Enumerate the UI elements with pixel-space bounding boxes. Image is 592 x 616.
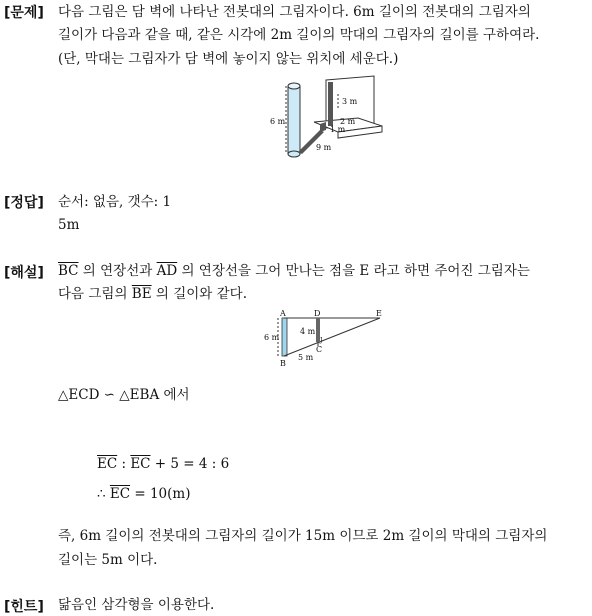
problem-figure [258,72,398,162]
point-c: C [316,345,323,354]
solution-line-1-b: 의 연장선을 그어 만나는 점을 E 라고 하면 주어진 그림자는 [177,263,530,279]
solution-label: [해설] [4,265,44,281]
label-stick: 2 m [340,117,356,126]
segment-ad: $\overline{AD}$ [156,263,178,279]
problem-line-3: (단, 막대는 그림자가 담 벽에 놓이지 않는 위치에 세운다.) [58,51,399,67]
solution-line-2-a: 다음 그림의 [58,286,132,302]
equation-1: $\overline{EC}$ : $\overline{EC} + 5 = 4$ : 6 [97,456,230,472]
label-base: 5 m [298,353,314,362]
conclusion-line-2: 길이는 5m 이다. [58,552,158,568]
point-j: J [320,337,323,344]
pole-cylinder [288,86,300,154]
point-a: A [280,309,286,318]
segment-ec-2: $\overline{EC}$ [130,456,151,472]
point-b: B [280,359,286,368]
similar-line: △ECD ∽ △EBA 에서 [58,387,190,403]
hint-label: [힌트] [4,599,44,615]
wall-shadow [328,82,333,126]
conclusion-line-1: 즉, 6m 길이의 전봇대의 그림자의 길이가 15m 이므로 2m 길이의 막대의 그림자의 [58,528,548,544]
answer-line-1: 순서: 없음, 갯수: 1 [58,194,172,210]
label-ground: 9 m [316,143,332,152]
pole-rect [282,318,287,356]
point-d: D [314,309,321,318]
solution-line-2-b: 의 길이와 같다. [151,286,247,302]
solution-line-2 [58,283,247,305]
solution-line-1 [58,260,530,282]
segment-ec-3: $\overline{EC}$ [109,486,131,502]
answer-label: [정답] [4,195,44,211]
solution-figure [262,306,392,370]
solution-line-1-a: 의 연장선과 [78,263,157,279]
equation-1-rest: + 5 = 4 : 6 [150,456,230,472]
label-mid: 4 m [300,327,316,336]
label-pole: 6 m [264,333,280,342]
equation-2-rest: = 10(m) [130,486,191,502]
equation-2 [97,483,191,505]
pole-top [288,83,300,89]
segment-ec-1: $\overline{EC}$ [97,456,118,472]
label-wall: 3 m [342,97,358,106]
therefore-symbol: ∴ [97,486,110,502]
hint-text: 닮음인 삼각형을 이용한다. [58,597,215,613]
problem-label: [문제] [4,5,44,21]
point-e: E [376,309,382,318]
line-be [284,318,380,356]
segment-bc: $\overline{BC}$ [58,263,79,279]
label-pole: 6 m [270,117,286,126]
answer-line-2: 5m [58,217,80,233]
label-shadow1: 1 m [330,125,346,134]
problem-line-2: 길이가 다음과 같을 때, 같은 시각에 2m 길이의 막대의 그림자의 길이를 구하여라. [58,27,540,43]
problem-line-1: 다음 그림은 담 벽에 나타난 전봇대의 그림자이다. 6m 길이의 전봇대의 그림자의 [58,4,531,20]
segment-be: $\overline{BE}$ [131,286,152,302]
